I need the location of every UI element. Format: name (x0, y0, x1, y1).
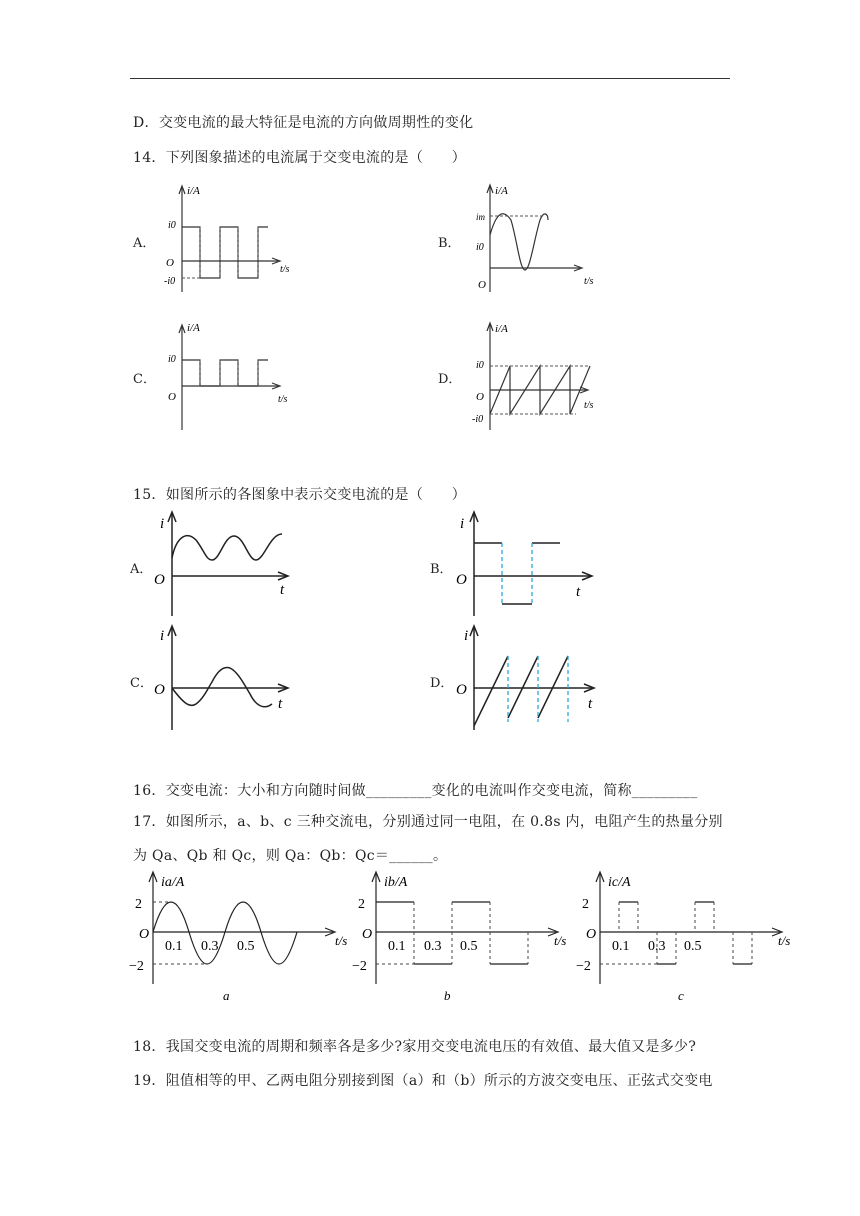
xtick-0.5: 0.5 (460, 939, 478, 954)
q13-option-d: D．交变电流的最大特征是电流的方向做周期性的变化 (133, 115, 474, 131)
origin-label: O (456, 572, 467, 588)
y-axis-label: ic/A (608, 875, 631, 890)
x-axis-label: t/s (584, 400, 594, 411)
xtick-0.5: 0.5 (684, 939, 702, 954)
q14-option-d-label: D． (438, 372, 462, 387)
chart-caption-c: c (678, 988, 684, 1003)
xtick-0.5: 0.5 (237, 939, 255, 954)
y-axis-label: ia/A (161, 875, 185, 890)
i0-label: i0 (476, 242, 484, 253)
y-axis-label: i (160, 516, 165, 532)
q15-option-d-label: D． (430, 676, 454, 691)
q17-stem-line2: 为 Qa、Qb 和 Qc，则 Qa：Qb：Qc＝______。 (133, 848, 448, 864)
x-axis-label: t/s (778, 933, 791, 948)
origin-label: O (154, 682, 165, 698)
q18-stem: 18．我国交变电流的周期和频率各是多少?家用交变电流电压的有效值、最大值又是多少? (133, 1039, 697, 1055)
xtick-0.1: 0.1 (388, 939, 406, 954)
i0-label: i0 (476, 360, 484, 371)
y-axis-label: i (460, 516, 465, 532)
im-label: im (476, 212, 485, 222)
chart-caption-a: a (223, 988, 230, 1003)
q14-option-b-label: B． (438, 236, 461, 251)
ytick-neg2: −2 (352, 959, 367, 974)
q19-stem: 19．阻值相等的甲、乙两电阻分别接到图（a）和（b）所示的方波交变电压、正弦式交变电 (133, 1073, 713, 1089)
q14-graph-c (160, 318, 310, 438)
y-axis-label: i/A (495, 185, 508, 197)
origin-label: O (139, 927, 150, 942)
origin-label: O (168, 391, 176, 403)
origin-label: O (166, 257, 174, 269)
origin-label: O (586, 927, 597, 942)
q15-graph-b (452, 508, 602, 620)
q15-graph-a (150, 508, 300, 620)
q14-option-a-label: A． (133, 236, 156, 251)
y-axis-label: i (160, 628, 165, 644)
y-axis-label: i (464, 628, 469, 644)
x-axis-label: t/s (278, 394, 288, 405)
origin-label: O (154, 572, 165, 588)
q15-graph-c (150, 622, 300, 734)
q14-option-c-label: C． (133, 372, 156, 387)
q14-graph-d (468, 318, 618, 438)
q14-graph-b (468, 180, 618, 300)
x-axis-label: t/s (335, 933, 348, 948)
q15-option-c-label: C． (130, 676, 153, 691)
q17-chart-b (348, 868, 578, 1008)
i0-label: i0 (168, 354, 176, 365)
y-axis-label: ib/A (384, 875, 408, 890)
x-axis-label: t/s (280, 264, 290, 275)
q15-option-a-label: A． (130, 562, 153, 577)
xtick-0.3: 0.3 (424, 939, 442, 954)
origin-label: O (476, 391, 484, 403)
xtick-0.1: 0.1 (165, 939, 183, 954)
origin-label: O (456, 682, 467, 698)
neg-i0-label: -i0 (164, 276, 176, 287)
q15-stem: 15．如图所示的各图象中表示交变电流的是（ ） (133, 487, 467, 503)
q17-stem-line1: 17．如图所示，a、b、c 三种交流电，分别通过同一电阻，在 0.8s 内，电阻产生的热量分别 (133, 814, 723, 830)
q17-chart-c (572, 868, 802, 1008)
xtick-0.3: 0.3 (201, 939, 219, 954)
ytick-neg2: −2 (576, 959, 591, 974)
x-axis-label: t/s (554, 933, 567, 948)
ytick-2: 2 (358, 897, 365, 912)
y-axis-label: i/A (495, 323, 508, 335)
q16-stem: 16．交变电流：大小和方向随时间做_________变化的电流叫作交变电流，简称_________ (133, 783, 698, 799)
q15-option-b-label: B． (430, 562, 453, 577)
y-axis-label: i/A (187, 322, 200, 334)
q14-graph-a (160, 180, 310, 300)
origin-label: O (478, 279, 486, 291)
origin-label: O (362, 927, 373, 942)
q15-graph-d (452, 622, 602, 734)
ytick-2: 2 (135, 897, 142, 912)
x-axis-label: t (576, 584, 581, 600)
ytick-neg2: −2 (129, 959, 144, 974)
x-axis-label: t/s (584, 276, 594, 287)
q14-stem: 14．下列图象描述的电流属于交变电流的是（ ） (133, 150, 467, 166)
neg-i0-label: -i0 (472, 414, 484, 425)
ytick-2: 2 (582, 897, 589, 912)
x-axis-label: t (588, 696, 593, 712)
header-rule (130, 78, 730, 79)
y-axis-label: i/A (187, 185, 200, 197)
chart-caption-b: b (444, 988, 451, 1003)
x-axis-label: t (280, 582, 285, 598)
i0-label: i0 (168, 220, 176, 231)
q17-chart-a (125, 868, 355, 1008)
x-axis-label: t (278, 696, 283, 712)
xtick-0.1: 0.1 (612, 939, 630, 954)
xtick-0.3: 0.3 (648, 939, 666, 954)
